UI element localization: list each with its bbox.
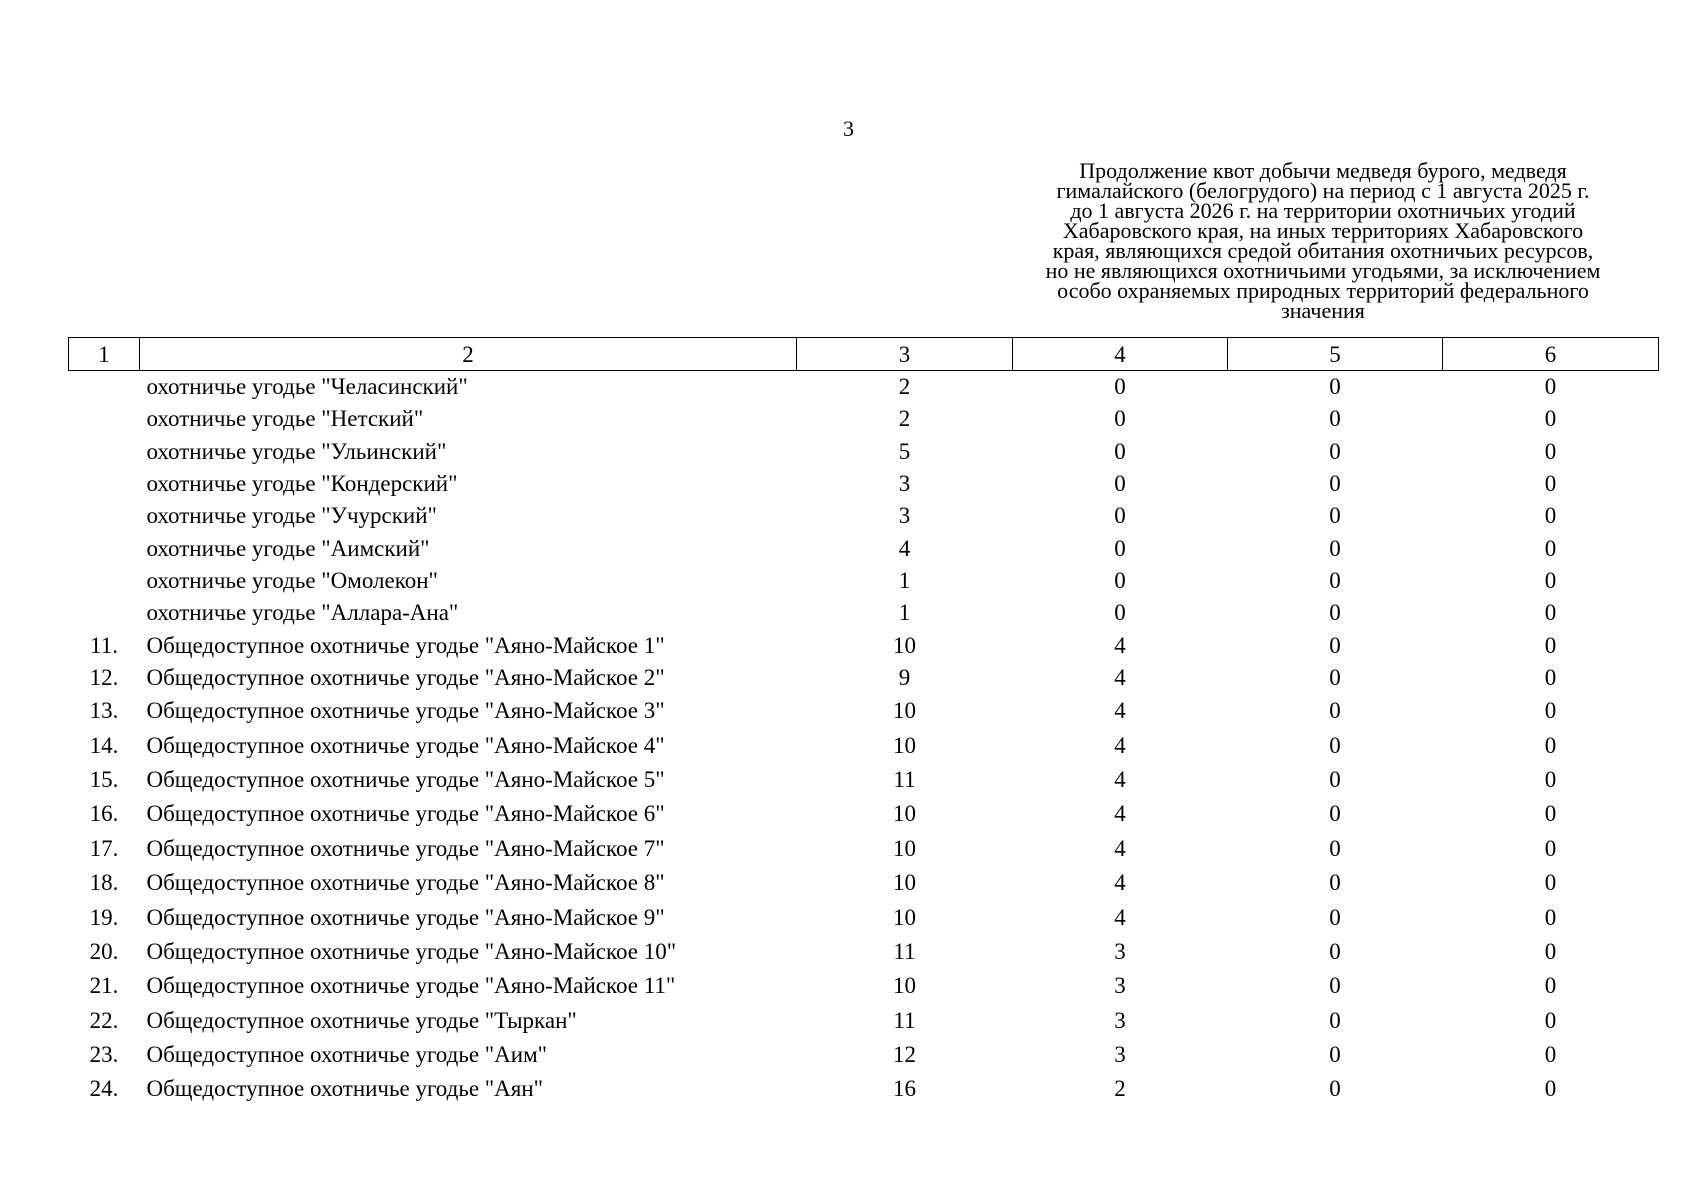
hunting-ground-name-cell: Общедоступное охотничье угодье "Аим" xyxy=(146,1042,548,1068)
row-number-cell: 22. xyxy=(89,1007,119,1033)
column-5-value-cell: 0 xyxy=(1329,664,1341,690)
column-5-value-cell: 0 xyxy=(1329,406,1341,432)
column-3-value-cell: 10 xyxy=(893,732,916,758)
column-4-value-cell: 4 xyxy=(1114,632,1126,658)
column-3-value-cell: 3 xyxy=(898,471,911,497)
table-row xyxy=(69,403,1659,435)
column-5-value-cell: 0 xyxy=(1329,870,1341,896)
row-number-cell: 11. xyxy=(90,632,118,658)
table-row xyxy=(69,500,1659,532)
row-number-cell xyxy=(69,500,140,532)
column-4-value-cell: 3 xyxy=(1114,973,1126,999)
column-3-value-cell: 10 xyxy=(893,904,916,930)
hunting-ground-name-cell: Общедоступное охотничье угодье "Аяно-Майское 4" xyxy=(146,732,665,758)
column-3-value-cell: 10 xyxy=(893,698,916,724)
column-3-value-cell: 1 xyxy=(898,567,911,593)
row-number-cell: 16. xyxy=(89,801,119,827)
hunting-ground-name-cell: охотничье угодье "Аллара-Ана" xyxy=(146,600,459,626)
column-5-value-cell: 0 xyxy=(1329,471,1341,497)
column-4-value-cell: 0 xyxy=(1114,535,1126,561)
heading-line: особо охраняемых природных территорий федерального xyxy=(1057,278,1589,303)
hunting-ground-name-cell: Общедоступное охотничье угодье "Аяно-Майское 1" xyxy=(146,632,665,658)
quota-table-container xyxy=(68,337,1658,1107)
column-6-value-cell: 0 xyxy=(1544,973,1557,999)
column-5-value-cell: 0 xyxy=(1329,600,1341,626)
table-row xyxy=(69,662,1659,694)
column-6-value-cell: 0 xyxy=(1544,632,1557,658)
column-5-value-cell: 0 xyxy=(1329,801,1341,827)
table-row xyxy=(69,436,1659,468)
column-5-value-cell: 0 xyxy=(1329,1007,1341,1033)
column-6-value-cell: 0 xyxy=(1544,732,1557,758)
column-6-value-cell: 0 xyxy=(1544,600,1557,626)
column-5-value-cell: 0 xyxy=(1329,1042,1341,1068)
column-6-value-cell: 0 xyxy=(1544,938,1557,964)
column-4-value-cell: 0 xyxy=(1114,374,1126,400)
column-6-value-cell: 0 xyxy=(1544,406,1557,432)
page-number: 3 xyxy=(843,116,854,141)
hunting-ground-name-cell: Общедоступное охотничье угодье "Аяно-Майское 9" xyxy=(146,904,665,930)
column-4-value-cell: 0 xyxy=(1114,406,1126,432)
column-header: 4 xyxy=(1013,338,1228,371)
column-4-value-cell: 4 xyxy=(1114,904,1126,930)
hunting-ground-name-cell: охотничье угодье "Нетский" xyxy=(146,406,424,432)
column-6-value-cell: 0 xyxy=(1544,698,1557,724)
column-4-value-cell: 4 xyxy=(1114,766,1126,792)
table-row xyxy=(69,1003,1659,1037)
column-6-value-cell: 0 xyxy=(1544,1076,1557,1102)
table-row xyxy=(69,565,1659,597)
table-row xyxy=(69,935,1659,969)
row-number-cell xyxy=(69,468,140,500)
column-6-value-cell: 0 xyxy=(1544,471,1557,497)
column-5-value-cell: 0 xyxy=(1329,438,1341,464)
column-6-value-cell: 0 xyxy=(1544,870,1557,896)
table-row xyxy=(69,629,1659,661)
table-row xyxy=(69,832,1659,866)
table-row xyxy=(69,797,1659,831)
table-row xyxy=(69,1072,1659,1106)
table-row xyxy=(69,532,1659,564)
column-4-value-cell: 4 xyxy=(1114,664,1126,690)
row-number-cell: 13. xyxy=(89,698,119,724)
column-6-value-cell: 0 xyxy=(1544,567,1557,593)
column-3-value-cell: 4 xyxy=(898,535,911,561)
column-4-value-cell: 4 xyxy=(1114,732,1126,758)
column-4-value-cell: 0 xyxy=(1114,471,1126,497)
column-6-value-cell: 0 xyxy=(1544,766,1557,792)
column-5-value-cell: 0 xyxy=(1329,374,1341,400)
column-6-value-cell: 0 xyxy=(1544,1042,1557,1068)
row-number-cell: 24. xyxy=(89,1076,119,1102)
column-3-value-cell: 1 xyxy=(898,600,911,626)
table-row xyxy=(69,597,1659,629)
hunting-ground-name-cell: Общедоступное охотничье угодье "Аяно-Майское 3" xyxy=(146,698,665,724)
column-6-value-cell: 0 xyxy=(1544,438,1557,464)
table-body xyxy=(69,371,1659,1107)
row-number-cell: 19. xyxy=(89,904,119,930)
column-4-value-cell: 4 xyxy=(1114,870,1126,896)
table-row xyxy=(69,728,1659,762)
document-heading xyxy=(1008,158,1638,323)
column-3-value-cell: 10 xyxy=(893,835,916,861)
column-4-value-cell: 4 xyxy=(1114,801,1126,827)
column-3-value-cell: 11 xyxy=(893,938,916,964)
column-5-value-cell: 0 xyxy=(1329,503,1341,529)
column-6-value-cell: 0 xyxy=(1544,1007,1557,1033)
column-3-value-cell: 9 xyxy=(898,664,911,690)
heading-line: края, являющихся средой обитания охотничьих ресурсов, xyxy=(1052,238,1594,263)
column-5-value-cell: 0 xyxy=(1329,938,1341,964)
column-6-value-cell: 0 xyxy=(1544,835,1557,861)
hunting-ground-name-cell: охотничье угодье "Кондерский" xyxy=(146,471,458,497)
column-4-value-cell: 2 xyxy=(1114,1076,1126,1102)
hunting-ground-name-cell: охотничье угодье "Учурский" xyxy=(146,503,437,529)
table-row xyxy=(69,1038,1659,1072)
column-header: 1 xyxy=(69,338,140,371)
row-number-cell: 23. xyxy=(89,1042,119,1068)
column-5-value-cell: 0 xyxy=(1329,766,1341,792)
column-5-value-cell: 0 xyxy=(1329,1076,1341,1102)
hunting-ground-name-cell: охотничье угодье "Ульинский" xyxy=(146,438,447,464)
hunting-ground-name-cell: Общедоступное охотничье угодье "Тыркан" xyxy=(146,1007,577,1033)
hunting-ground-name-cell: охотничье угодье "Омолекон" xyxy=(146,567,438,593)
column-4-value-cell: 0 xyxy=(1114,503,1126,529)
column-4-value-cell: 3 xyxy=(1114,1007,1126,1033)
column-5-value-cell: 0 xyxy=(1329,698,1341,724)
table-row xyxy=(69,694,1659,728)
column-5-value-cell: 0 xyxy=(1329,632,1341,658)
column-5-value-cell: 0 xyxy=(1329,567,1341,593)
hunting-ground-name-cell: Общедоступное охотничье угодье "Аяно-Майское 2" xyxy=(146,664,665,690)
column-4-value-cell: 4 xyxy=(1114,835,1126,861)
column-3-value-cell: 2 xyxy=(898,374,911,400)
column-6-value-cell: 0 xyxy=(1544,801,1557,827)
column-4-value-cell: 3 xyxy=(1114,1042,1126,1068)
heading-line: но не являющихся охотничьими угодьями, за исключением xyxy=(1045,258,1601,283)
column-3-value-cell: 5 xyxy=(898,438,911,464)
hunting-ground-name-cell: Общедоступное охотничье угодье "Аян" xyxy=(146,1076,544,1102)
column-5-value-cell: 0 xyxy=(1329,973,1341,999)
row-number-cell xyxy=(69,436,140,468)
heading-line: Продолжение квот добычи медведя бурого, медведя xyxy=(1079,158,1567,183)
hunting-ground-name-cell: Общедоступное охотничье угодье "Аяно-Майское 6" xyxy=(146,801,665,827)
heading-line: значения xyxy=(1281,298,1365,323)
column-6-value-cell: 0 xyxy=(1544,664,1557,690)
column-4-value-cell: 0 xyxy=(1114,567,1126,593)
column-3-value-cell: 11 xyxy=(893,766,916,792)
column-4-value-cell: 3 xyxy=(1114,938,1126,964)
hunting-ground-name-cell: Общедоступное охотничье угодье "Аяно-Майское 8" xyxy=(146,870,665,896)
row-number-cell xyxy=(69,597,140,629)
column-3-value-cell: 12 xyxy=(893,1042,916,1068)
row-number-cell: 21. xyxy=(89,973,119,999)
table-header-row xyxy=(69,338,1659,371)
column-3-value-cell: 3 xyxy=(898,503,911,529)
heading-line: Хабаровского края, на иных территориях Хабаровского xyxy=(1062,218,1584,243)
column-3-value-cell: 10 xyxy=(893,870,916,896)
column-5-value-cell: 0 xyxy=(1329,835,1341,861)
column-3-value-cell: 10 xyxy=(893,801,916,827)
heading-line: до 1 августа 2026 г. на территории охотничьих угодий xyxy=(1070,198,1576,223)
table-row xyxy=(69,371,1659,404)
row-number-cell: 17. xyxy=(89,835,119,861)
column-3-value-cell: 2 xyxy=(898,406,911,432)
column-3-value-cell: 16 xyxy=(893,1076,916,1102)
row-number-cell: 20. xyxy=(89,938,119,964)
row-number-cell xyxy=(69,403,140,435)
row-number-cell xyxy=(69,532,140,564)
table-row xyxy=(69,969,1659,1003)
row-number-cell: 15. xyxy=(89,766,119,792)
hunting-ground-name-cell: охотничье угодье "Аимский" xyxy=(146,535,430,561)
column-5-value-cell: 0 xyxy=(1329,535,1341,561)
column-6-value-cell: 0 xyxy=(1544,535,1557,561)
hunting-ground-name-cell: охотничье угодье "Челасинский" xyxy=(146,374,468,400)
column-3-value-cell: 10 xyxy=(893,973,916,999)
column-6-value-cell: 0 xyxy=(1544,503,1557,529)
quota-table xyxy=(68,337,1659,1107)
column-header: 6 xyxy=(1443,338,1659,371)
row-number-cell: 18. xyxy=(89,870,119,896)
hunting-ground-name-cell: Общедоступное охотничье угодье "Аяно-Майское 5" xyxy=(146,766,665,792)
table-row xyxy=(69,866,1659,900)
column-4-value-cell: 4 xyxy=(1114,698,1126,724)
column-6-value-cell: 0 xyxy=(1544,374,1557,400)
heading-line: гималайского (белогрудого) на период с 1 августа 2025 г. xyxy=(1056,178,1590,203)
column-header: 2 xyxy=(140,338,797,371)
column-3-value-cell: 11 xyxy=(893,1007,916,1033)
column-header: 5 xyxy=(1228,338,1443,371)
hunting-ground-name-cell: Общедоступное охотничье угодье "Аяно-Майское 11" xyxy=(146,973,676,999)
hunting-ground-name-cell: Общедоступное охотничье угодье "Аяно-Майское 10" xyxy=(146,938,677,964)
column-5-value-cell: 0 xyxy=(1329,732,1341,758)
column-4-value-cell: 0 xyxy=(1114,600,1126,626)
table-row xyxy=(69,763,1659,797)
column-3-value-cell: 10 xyxy=(893,632,916,658)
table-row xyxy=(69,468,1659,500)
hunting-ground-name-cell: Общедоступное охотничье угодье "Аяно-Майское 7" xyxy=(146,835,665,861)
table-row xyxy=(69,900,1659,934)
row-number-cell: 14. xyxy=(89,732,119,758)
row-number-cell: 12. xyxy=(89,664,119,690)
row-number-cell xyxy=(69,371,140,404)
column-6-value-cell: 0 xyxy=(1544,904,1557,930)
column-4-value-cell: 0 xyxy=(1114,438,1126,464)
column-header: 3 xyxy=(797,338,1013,371)
column-5-value-cell: 0 xyxy=(1329,904,1341,930)
row-number-cell xyxy=(69,565,140,597)
